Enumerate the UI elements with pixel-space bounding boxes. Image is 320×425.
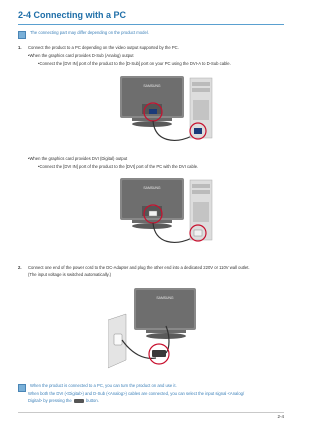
note-bottom-line2: When both the DVI (<Digital>) and D-Sub (<Analog>) cables are connected, you can select the input signal <Analog/ [28,391,245,396]
title-rule [18,24,284,25]
instr-dvi: •Connect the [DVI IN] port of the product to the [DVI] port of the PC with the DVI cable. [38,164,199,169]
note-top-text: The connecting part may differ depending on the product model. [30,30,149,35]
note-top [18,30,149,39]
case-dvi: •When the graphics card provides DVI (Digital) output [28,156,128,161]
pc-slot [192,190,210,194]
step1-num: 1. [18,45,22,50]
step2-text2: (The input voltage is switched automatically.) [28,272,112,277]
monitor-base [146,333,186,339]
section-title: 2-4 Connecting with a PC [18,10,127,20]
pc-ports [193,202,209,222]
dsub-connector [194,128,202,134]
step2-text: Connect one end of the power cord to the DC-Adapter and plug the other end into a dedicated 220V or 110V wall outlet. [28,265,250,270]
step2-number [18,265,22,271]
brand-label: SAMSUNG [143,84,161,88]
figure-dsub-connection [120,74,216,156]
pc-slot [192,88,210,92]
brand-label: SAMSUNG [156,296,174,300]
note-bottom-line3 [28,398,99,404]
pc-slot [192,82,210,86]
note-line3-b: button. [86,398,99,403]
dvi-connector [149,109,157,114]
page-number: 2-4 [277,414,284,419]
note-line3-a: Digital> by pressing the [28,398,72,403]
step1-text: Connect the product to a PC depending on the video output supported by the PC. [28,45,179,50]
footer-rule [18,412,284,413]
pc-slot [192,184,210,188]
wall-outlet [114,334,122,345]
step2-num: 2. [18,265,22,270]
note-icon [18,31,26,39]
note-icon [18,384,26,392]
source-button-icon [74,399,84,403]
instr-dsub: •Connect the [DVI IN] port of the product to the [D-Sub] port on your PC using the DVI-A to D-Sub cable. [38,61,231,66]
case-dsub: •When the graphics card provides D-Sub (Analog) output [28,53,134,58]
monitor-base [132,223,172,229]
step1-number [18,45,22,51]
figure-dvi-connection [120,176,216,258]
monitor-base [132,121,172,127]
figure-power-connection [108,288,208,372]
dc-adapter [152,350,166,357]
dvi-connector [149,211,157,216]
pc-ports [193,100,209,120]
brand-label: SAMSUNG [143,186,161,190]
dvi-pc-connector [194,230,202,236]
note-bottom-line1: When the product is connected to a PC, you can turn the product on and use it. [30,383,177,388]
monitor-stand [146,330,186,333]
